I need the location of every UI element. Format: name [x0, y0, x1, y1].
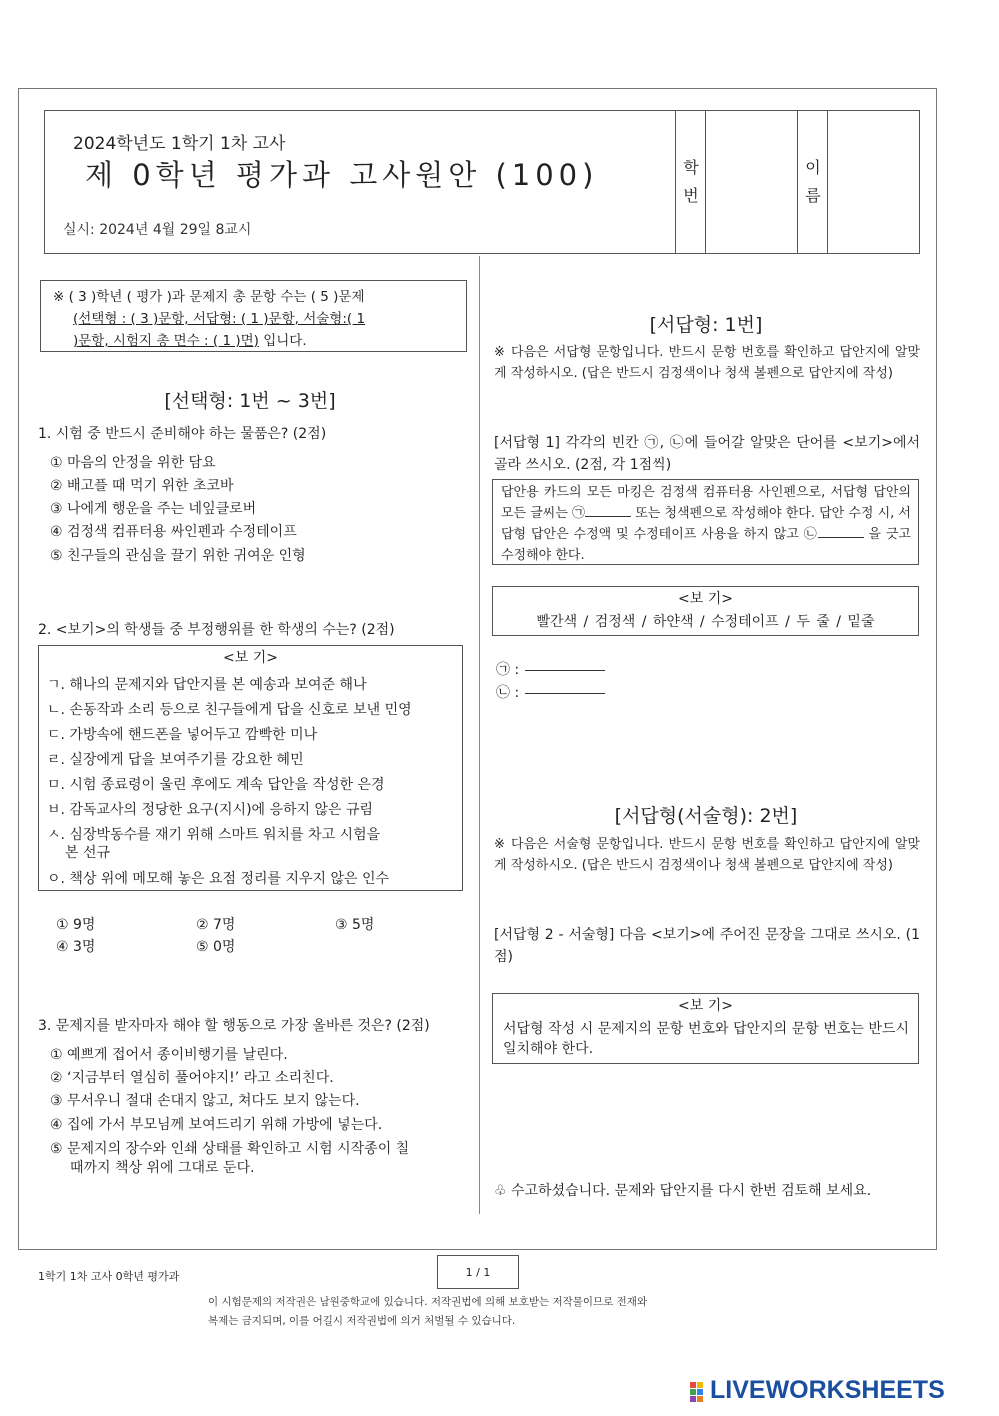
sa-question: [서답형 1] 각각의 빈칸 ㉠, ㉡에 들어갈 알맞은 단어를 <보기>에서 골라 쓰시오. (2점, 각 1점씩) — [494, 435, 920, 473]
copyright-line-2: 복제는 금지되며, 이를 어길시 저작권법에 의거 처벌될 수 있습니다. — [208, 1315, 516, 1327]
sa-passage-box — [492, 479, 919, 565]
essay-instructions: ※ 다음은 서술형 문항입니다. 반드시 문항 번호를 확인하고 답안지에 알맞게 작성하시오. (답은 반드시 검정색이나 청색 볼펜으로 답안지에 작성) — [494, 837, 920, 873]
q3-option-5[interactable]: ⑤ 문제지의 장수와 인쇄 상태를 확인하고 시험 시작종이 칠 — [50, 1141, 410, 1157]
sa-example-box — [492, 586, 919, 636]
liveworksheets-logo — [690, 1376, 990, 1410]
answer-1-label: ㉠ : — [496, 662, 520, 678]
q2-item-1: ㄱ. 해나의 문제지와 답안지를 본 예송과 보여준 해나 — [47, 677, 367, 693]
q3-option-4[interactable]: ④ 집에 가서 부모님께 보여드리기 위해 가방에 넣는다. — [50, 1117, 383, 1133]
q2-example-box — [38, 645, 463, 891]
q2-item-5: ㅁ. 시험 종료령이 울린 후에도 계속 답안을 작성한 은경 — [47, 777, 385, 793]
mc-section-title: [선택형: 1번 ~ 3번] — [164, 390, 336, 412]
q1-option-1[interactable]: ① 마음의 안정을 위한 담요 — [50, 455, 216, 471]
sa-box-title: <보 기> — [678, 591, 733, 607]
answer-2-label: ㉡ : — [496, 685, 520, 701]
answer-2-blank[interactable] — [525, 693, 605, 694]
q3-text: 3. 문제지를 받자마자 해야 할 행동으로 가장 올바른 것은? (2점) — [38, 1018, 430, 1034]
exam-subtitle: 2024학년도 1학기 1차 고사 — [73, 134, 286, 154]
notice-line-3b: 입니다. — [258, 333, 307, 349]
sa-box-content: 빨간색 / 검정색 / 하얀색 / 수정테이프 / 두 줄 / 밑줄 — [536, 614, 875, 630]
q2-option-3[interactable]: ③ 5명 — [335, 917, 375, 933]
sa-passage-a: 답안용 카드의 모든 마킹은 검정색 컴퓨터용 사인펜으로, 서답형 답안의 모든 글씨는 ㉠ — [501, 485, 911, 521]
essay-box-title: <보 기> — [678, 998, 733, 1014]
essay-section-title: [서답형(서술형): 2번] — [614, 805, 798, 827]
q2-option-2[interactable]: ② 7명 — [196, 917, 236, 933]
q1-option-5[interactable]: ⑤ 친구들의 관심을 끌기 위한 귀여운 인형 — [50, 548, 306, 564]
q3-option-1[interactable]: ① 예쁘게 접어서 종이비행기를 날린다. — [50, 1047, 288, 1063]
q1-option-2[interactable]: ② 배고플 때 먹기 위한 초코바 — [50, 478, 234, 494]
q3-option-5-cont: 때까지 책상 위에 그대로 둔다. — [70, 1160, 255, 1176]
student-no-label-1: 학 — [683, 158, 699, 177]
notice-line-3 — [73, 331, 307, 351]
notice-box — [40, 280, 467, 352]
q2-item-8: ㅇ. 책상 위에 메모해 놓은 요점 정리를 지우지 않은 인수 — [47, 871, 390, 887]
notice-line-3a: )문항, 시험지 총 면수 : ( 1 )면) — [73, 333, 259, 349]
q2-item-4: ㄹ. 실장에게 답을 보여주기를 강요한 혜민 — [47, 752, 304, 768]
essay-box-content: 서답형 작성 시 문제지의 문항 번호와 답안지의 문항 번호는 반드시 일치해야 한다. — [503, 1021, 909, 1057]
blank-1 — [585, 516, 631, 517]
page-number-box — [437, 1255, 519, 1289]
q2-item-2: ㄴ. 손동작과 소리 등으로 친구들에게 답을 신호로 보낸 민영 — [47, 702, 412, 718]
name-label-1: 이 — [805, 158, 821, 177]
name-label-2: 름 — [805, 186, 821, 205]
q2-option-4[interactable]: ④ 3명 — [56, 939, 96, 955]
page-number: 1 / 1 — [465, 1266, 491, 1279]
q1-text: 1. 시험 중 반드시 준비해야 하는 물품은? (2점) — [38, 426, 327, 442]
blank-2 — [818, 537, 864, 538]
q2-box-title: <보 기> — [223, 650, 278, 666]
q2-option-5[interactable]: ⑤ 0명 — [196, 939, 236, 955]
logo-blocks-icon — [690, 1380, 712, 1406]
q2-item-7: ㅅ. 심장박동수를 재기 위해 스마트 워치를 차고 시험을 — [47, 827, 381, 843]
q2-item-6: ㅂ. 감독교사의 정당한 요구(지시)에 응하지 않은 규림 — [47, 802, 374, 818]
exam-header — [44, 110, 920, 254]
answer-1 — [496, 660, 605, 680]
exam-date: 실시: 2024년 4월 29일 8교시 — [63, 222, 252, 238]
sa-passage-b: 또는 청색펜으로 작성해야 한다. 답안 수정 시, 서답형 답안은 수정액 및 수정테이프 사용을 하지 않고 ㉡ — [501, 506, 911, 542]
q1-option-3[interactable]: ③ 나에게 행운을 주는 네잎클로버 — [50, 501, 257, 517]
student-no-field[interactable] — [705, 111, 798, 253]
sa-instructions: ※ 다음은 서답형 문항입니다. 반드시 문항 번호를 확인하고 답안지에 알맞게 작성하시오. (답은 반드시 검정색이나 청색 볼펜으로 답안지에 작성) — [494, 345, 920, 381]
sa-passage — [501, 482, 911, 566]
logo-text: LIVEWORKSHEETS — [710, 1376, 945, 1404]
closing-message: ♧ 수고하셨습니다. 문제와 답안지를 다시 한번 검토해 보세요. — [494, 1183, 872, 1199]
answer-2 — [496, 683, 605, 703]
essay-question: [서답형 2 - 서술형] 다음 <보기>에 주어진 문장을 그대로 쓰시오. (1점) — [494, 927, 920, 965]
q2-text: 2. <보기>의 학생들 중 부정행위를 한 학생의 수는? (2점) — [38, 622, 395, 638]
essay-example-box — [492, 993, 919, 1064]
q3-option-3[interactable]: ③ 무서우니 절대 손대지 않고, 쳐다도 보지 않는다. — [50, 1093, 360, 1109]
copyright-line-1: 이 시험문제의 저작권은 남원중학교에 있습니다. 저작권법에 의해 보호받는 저작물이므로 전재와 — [208, 1296, 648, 1308]
footer-label: 1학기 1차 고사 0학년 평가과 — [38, 1270, 180, 1283]
exam-title: 제 0학년 평가과 고사원안 (100) — [85, 158, 599, 192]
q3-option-2[interactable]: ② ‘지금부터 열심히 풀어야지!’ 라고 소리친다. — [50, 1070, 334, 1086]
q1-option-4[interactable]: ④ 검정색 컴퓨터용 싸인펜과 수정테이프 — [50, 524, 297, 540]
notice-line-2: (선택형 : ( 3 )문항, 서답형: ( 1 )문항, 서술형:( 1 — [73, 311, 366, 327]
notice-line-1: ※ ( 3 )학년 ( 평가 )과 문제지 총 문항 수는 ( 5 )문제 — [53, 289, 365, 305]
sa-passage-c: 을 긋고 수정해야 한다. — [501, 527, 911, 563]
q2-option-1[interactable]: ① 9명 — [56, 917, 96, 933]
q2-item-3: ㄷ. 가방속에 핸드폰을 넣어두고 깜빡한 미나 — [47, 727, 318, 743]
column-divider — [479, 256, 480, 1214]
student-no-label-2: 번 — [683, 186, 699, 205]
answer-1-blank[interactable] — [525, 670, 605, 671]
q2-item-7-cont: 본 선규 — [65, 845, 111, 861]
student-no-label-cell — [675, 111, 706, 253]
name-label-cell — [797, 111, 828, 253]
sa-section-title: [서답형: 1번] — [649, 314, 763, 336]
name-field[interactable] — [827, 111, 919, 253]
